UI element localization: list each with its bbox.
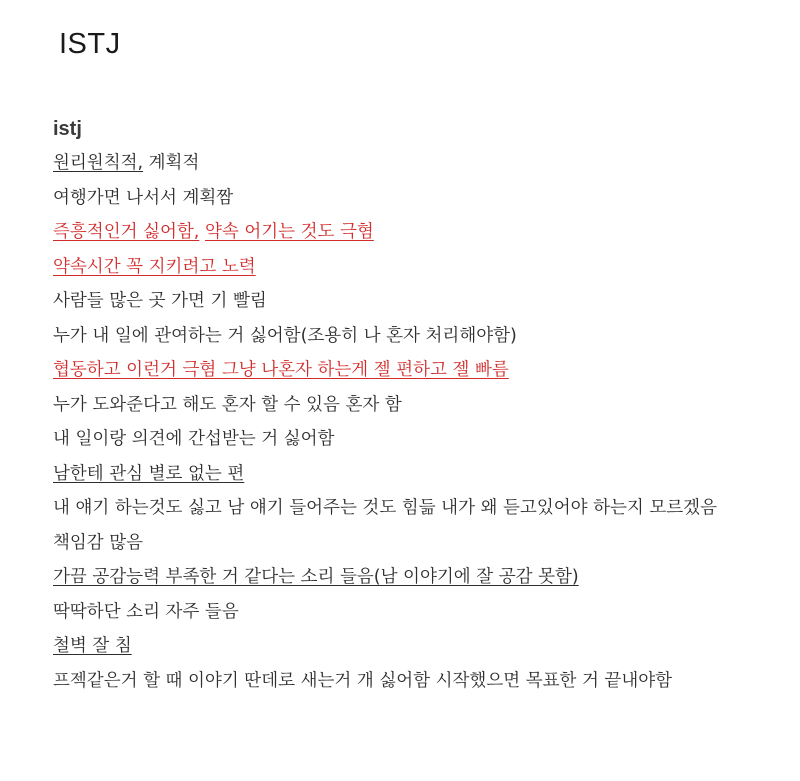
note-line <box>53 422 773 457</box>
note-line <box>53 491 743 526</box>
line-text: 누가 도와준다고 해도 혼자 할 수 있음 혼자 함 <box>53 394 402 415</box>
line-text: 내 일이랑 의견에 간섭받는 거 싫어함 <box>53 429 335 449</box>
note-line <box>53 284 773 319</box>
note-line <box>53 526 773 561</box>
line-text: 여행가면 나서서 계획짬 <box>53 187 234 208</box>
underlined-text: 즉흥적인거 싫어함, <box>53 222 200 242</box>
line-text: 딱딱하단 소리 자주 들음 <box>53 601 239 622</box>
underlined-text: 남한테 관심 별로 없는 편 <box>53 463 245 484</box>
note-heading: istj <box>53 118 82 140</box>
underlined-text: 약속시간 꼭 지키려고 노력 <box>53 256 256 277</box>
note-line <box>53 215 773 250</box>
underlined-text: 가끔 공감능력 부족한 거 같다는 소리 들음(남 이야기에 잘 공감 못함) <box>53 567 579 587</box>
underlined-text: 약속 어기는 것도 극혐 <box>204 222 374 242</box>
note-line <box>53 181 773 216</box>
note-line <box>53 353 773 388</box>
line-text: 책임감 많음 <box>53 532 144 553</box>
underlined-text: 원리원칙적, <box>53 153 144 173</box>
note-line <box>53 250 773 285</box>
note-line <box>53 457 773 492</box>
underlined-text: 철벽 잘 침 <box>53 636 132 656</box>
note-line <box>53 595 773 630</box>
note-line <box>53 629 773 664</box>
note-line <box>53 319 773 354</box>
underlined-text: 협동하고 이런거 극혐 그냥 나혼자 하는게 젤 편하고 젤 빠름 <box>53 360 509 380</box>
line-text: 프젝같은거 할 때 이야기 딴데로 새는거 개 싫어함 시작했으면 목표한 거 끝내야함 <box>53 670 673 691</box>
note-lines <box>53 146 773 698</box>
note-line <box>53 560 773 595</box>
note-line <box>53 664 743 699</box>
line-text: 누가 내 일에 관여하는 거 싫어함(조용히 나 혼자 처리해야함) <box>53 325 517 346</box>
line-text: 사람들 많은 곳 가면 기 빨림 <box>53 291 267 311</box>
note-line <box>53 146 773 181</box>
line-text: 계획적 <box>143 153 200 173</box>
note-line <box>53 388 773 423</box>
note-body <box>53 116 773 698</box>
page-title: ISTJ <box>59 28 121 60</box>
line-text: 내 얘기 하는것도 싫고 남 얘기 들어주는 것도 힘듦 내가 왜 듣고있어야 하는지 모르겠음 <box>53 498 717 518</box>
